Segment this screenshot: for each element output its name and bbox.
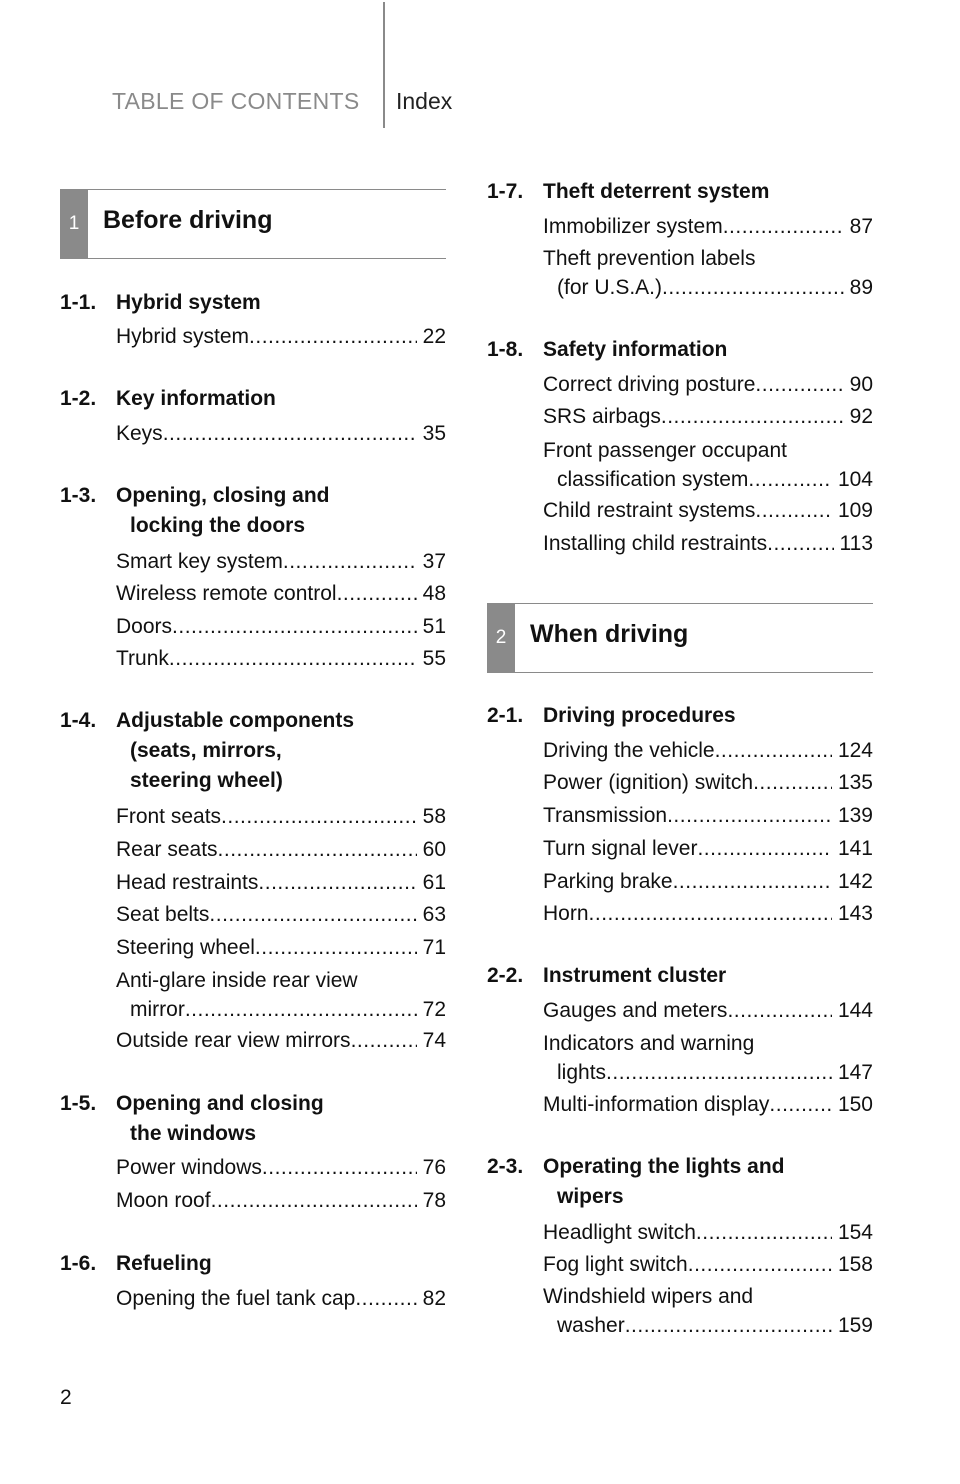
toc-entry-text: Steering wheel <box>116 936 255 959</box>
toc-entry-text: Head restraints <box>116 871 259 894</box>
dot-leader <box>258 868 416 897</box>
toc-entry-front-passenger-occupant-classification-system[interactable] <box>543 436 873 494</box>
chapter-code: 1-4. <box>60 709 97 732</box>
page-ref: 78 <box>422 1189 446 1212</box>
toc-entry-row <box>543 1311 873 1340</box>
toc-entry-row <box>543 529 873 558</box>
toc-entry-text: Driving the vehicle <box>543 739 715 762</box>
page-ref: 76 <box>422 1156 446 1179</box>
toc-entry-text: Wireless remote control <box>116 582 337 605</box>
dot-leader <box>218 835 417 864</box>
toc-entry-row <box>543 402 873 431</box>
page-ref: 63 <box>422 903 446 926</box>
chapter-title-line: Hybrid system <box>116 291 261 314</box>
page-ref: 89 <box>849 276 873 299</box>
section-number-badge: 1 <box>60 190 88 258</box>
toc-entry-row <box>543 736 873 765</box>
dot-leader <box>221 802 417 831</box>
toc-entry-row <box>116 900 446 929</box>
section-title: Before driving <box>103 206 273 234</box>
toc-entry-text: Headlight switch <box>543 1221 696 1244</box>
section-header-2[interactable] <box>487 603 873 673</box>
dot-leader <box>351 1026 417 1055</box>
page-ref: 87 <box>849 215 873 238</box>
page-ref: 143 <box>837 902 873 925</box>
toc-entry-text: Parking brake <box>543 870 673 893</box>
toc-entry-text: mirror <box>130 998 185 1021</box>
page-ref: 158 <box>837 1253 873 1276</box>
toc-entry-text: Windshield wipers and <box>543 1285 754 1308</box>
toc-entry-text: washer <box>557 1314 625 1337</box>
toc-entry-row <box>543 436 873 465</box>
toc-entry-text: Theft prevention labels <box>543 247 756 270</box>
toc-entry-hybrid-system[interactable] <box>116 322 446 351</box>
toc-entry-transmission[interactable] <box>543 801 873 830</box>
toc-entry-text: Child restraint systems <box>543 499 756 522</box>
toc-entry-gauges-and-meters[interactable] <box>543 996 873 1025</box>
toc-entry-moon-roof[interactable] <box>116 1186 446 1215</box>
toc-entry-parking-brake[interactable] <box>543 867 873 896</box>
toc-entry-row <box>543 1218 873 1247</box>
toc-entry-text: Moon roof <box>116 1189 211 1212</box>
toc-entry-row <box>116 966 446 995</box>
toc-entry-text: Hybrid system <box>116 325 250 348</box>
toc-entry-theft-prevention-labels-for-u-s-a[interactable] <box>543 244 873 302</box>
dot-leader <box>255 933 417 962</box>
toc-entry-multi-information-display[interactable] <box>543 1090 873 1119</box>
chapter-title-line: Adjustable components <box>116 709 355 732</box>
toc-entry-power-ignition-switch[interactable] <box>543 768 873 797</box>
toc-entry-row <box>543 1250 873 1279</box>
toc-entry-turn-signal-lever[interactable] <box>543 834 873 863</box>
dot-leader <box>755 370 843 399</box>
chapter-code: 2-1. <box>487 704 524 727</box>
toc-entry-text: Power windows <box>116 1156 262 1179</box>
chapter-title <box>116 288 446 318</box>
toc-entry-row <box>116 1026 446 1055</box>
toc-entry-text: (for U.S.A.) <box>557 276 663 299</box>
toc-entry-row <box>543 899 873 928</box>
toc-entry-text: Fog light switch <box>543 1253 688 1276</box>
toc-entry-text: Seat belts <box>116 903 210 926</box>
chapter-title-line: Opening, closing and <box>116 484 330 507</box>
toc-entry-text: Smart key system <box>116 550 283 573</box>
chapter-title-line: steering wheel) <box>130 769 283 792</box>
dot-leader <box>262 1153 417 1182</box>
dot-leader <box>667 801 832 830</box>
chapter-title-line: the windows <box>130 1122 256 1145</box>
toc-entry-text: Front seats <box>116 805 222 828</box>
chapter-code: 1-3. <box>60 484 97 507</box>
dot-leader <box>715 736 832 765</box>
toc-entry-text: Doors <box>116 615 173 638</box>
dot-leader <box>169 644 417 673</box>
toc-entry-text: Trunk <box>116 647 169 670</box>
toc-entry-text: Opening the fuel tank cap <box>116 1287 356 1310</box>
toc-entry-text: Outside rear view mirrors <box>116 1029 351 1052</box>
page-ref: 104 <box>837 468 873 491</box>
toc-entry-wireless-remote-control[interactable] <box>116 579 446 608</box>
toc-entry-row <box>116 644 446 673</box>
page-ref: 37 <box>422 550 446 573</box>
toc-entry-text: Rear seats <box>116 838 218 861</box>
chapter-title-line: Opening and closing <box>116 1092 324 1115</box>
chapter-code: 1-5. <box>60 1092 97 1115</box>
toc-entry-immobilizer-system[interactable] <box>543 212 873 241</box>
toc-entry-row <box>543 212 873 241</box>
toc-entry-seat-belts[interactable] <box>116 900 446 929</box>
page-ref: 48 <box>422 582 446 605</box>
page-ref: 154 <box>837 1221 873 1244</box>
chapter-title <box>543 1152 873 1212</box>
dot-leader <box>755 496 832 525</box>
toc-entry-text: classification system <box>557 468 749 491</box>
toc-entry-row <box>543 996 873 1025</box>
toc-entry-row <box>116 995 446 1024</box>
index-link[interactable]: Index <box>396 88 453 114</box>
toc-entry-text: Indicators and warning <box>543 1032 755 1055</box>
dot-leader <box>283 547 417 576</box>
chapter-title-line: Instrument cluster <box>543 964 727 987</box>
toc-entry-row <box>543 370 873 399</box>
toc-entry-row <box>116 419 446 448</box>
page-ref: 71 <box>422 936 446 959</box>
dot-leader <box>211 1186 417 1215</box>
dot-leader <box>673 867 832 896</box>
chapter-code: 1-7. <box>487 180 524 203</box>
dot-leader <box>697 834 831 863</box>
chapter-code: 2-3. <box>487 1155 524 1178</box>
toc-entry-rear-seats[interactable] <box>116 835 446 864</box>
dot-leader <box>172 612 417 641</box>
page-ref: 35 <box>422 422 446 445</box>
toc-entry-row <box>116 322 446 351</box>
chapter-title <box>543 961 873 991</box>
dot-leader <box>249 322 417 351</box>
chapter-title-line: (seats, mirrors, <box>130 739 282 762</box>
page-ref: 142 <box>837 870 873 893</box>
toc-entry-row <box>543 273 873 302</box>
page-ref: 144 <box>837 999 873 1022</box>
page-ref: 22 <box>422 325 446 348</box>
page-ref: 58 <box>422 805 446 828</box>
page-ref: 82 <box>422 1287 446 1310</box>
page-ref: 60 <box>422 838 446 861</box>
toc-entry-row <box>543 1058 873 1087</box>
chapter-code: 1-1. <box>60 291 97 314</box>
page-ref: 51 <box>422 615 446 638</box>
page-ref: 124 <box>837 739 873 762</box>
toc-entry-text: Transmission <box>543 804 668 827</box>
page-ref: 72 <box>422 998 446 1021</box>
toc-entry-row <box>543 1090 873 1119</box>
toc-entry-row <box>116 802 446 831</box>
toc-entry-keys[interactable] <box>116 419 446 448</box>
toc-entry-opening-the-fuel-tank-cap[interactable] <box>116 1284 446 1313</box>
toc-entry-text: Correct driving posture <box>543 373 756 396</box>
dot-leader <box>209 900 416 929</box>
toc-entry-front-seats[interactable] <box>116 802 446 831</box>
toc-entry-text: Front passenger occupant <box>543 439 787 462</box>
chapter-title-line: Operating the lights and <box>543 1155 785 1178</box>
page-ref: 139 <box>837 804 873 827</box>
toc-entry-steering-wheel[interactable] <box>116 933 446 962</box>
chapter-title <box>116 384 446 414</box>
chapter-title-line: Safety information <box>543 338 728 361</box>
toc-entry-text: Turn signal lever <box>543 837 698 860</box>
table-of-contents-link[interactable]: TABLE OF CONTENTS <box>112 88 360 114</box>
toc-entry-row <box>116 612 446 641</box>
dot-leader <box>748 465 832 494</box>
chapter-title <box>116 481 446 541</box>
dot-leader <box>727 996 832 1025</box>
toc-entry-text: Multi-information display <box>543 1093 770 1116</box>
toc-entry-row <box>116 933 446 962</box>
toc-entry-row <box>543 244 873 273</box>
dot-leader <box>696 1218 832 1247</box>
page-ref: 141 <box>837 837 873 860</box>
toc-entry-trunk[interactable] <box>116 644 446 673</box>
toc-entry-row <box>116 835 446 864</box>
toc-entry-smart-key-system[interactable] <box>116 547 446 576</box>
toc-entry-text: Power (ignition) switch <box>543 771 754 794</box>
page-ref: 113 <box>839 532 873 555</box>
chapter-code: 1-8. <box>487 338 524 361</box>
dot-leader <box>337 579 417 608</box>
header-divider <box>383 2 385 128</box>
chapter-title <box>543 335 873 365</box>
chapter-title-line: Refueling <box>116 1252 212 1275</box>
chapter-code: 1-2. <box>60 387 97 410</box>
chapter-code: 2-2. <box>487 964 524 987</box>
toc-entry-child-restraint-systems[interactable] <box>543 496 873 525</box>
toc-entry-indicators-and-warning-lights[interactable] <box>543 1029 873 1087</box>
chapter-title <box>543 177 873 207</box>
chapter-title-line: locking the doors <box>130 514 306 537</box>
toc-entry-text: SRS airbags <box>543 405 661 428</box>
chapter-title <box>543 701 873 731</box>
toc-entry-text: lights <box>557 1061 607 1084</box>
toc-entry-correct-driving-posture[interactable] <box>543 370 873 399</box>
toc-entry-row <box>543 801 873 830</box>
page-ref: 147 <box>837 1061 873 1084</box>
page-ref: 90 <box>849 373 873 396</box>
dot-leader <box>769 1090 832 1119</box>
dot-leader <box>688 1250 832 1279</box>
dot-leader <box>625 1311 832 1340</box>
toc-entry-row <box>543 834 873 863</box>
toc-entry-installing-child-restraints[interactable] <box>543 529 873 558</box>
toc-entry-row <box>543 768 873 797</box>
toc-entry-row <box>543 1282 873 1311</box>
toc-entry-row <box>543 465 873 494</box>
toc-entry-driving-the-vehicle[interactable] <box>543 736 873 765</box>
toc-entry-text: Anti-glare inside rear view <box>116 969 358 992</box>
page-ref: 92 <box>849 405 873 428</box>
toc-entry-text: Horn <box>543 902 589 925</box>
dot-leader <box>606 1058 832 1087</box>
dot-leader <box>767 529 833 558</box>
dot-leader <box>163 419 417 448</box>
toc-entry-outside-rear-view-mirrors[interactable] <box>116 1026 446 1055</box>
toc-entry-row <box>116 547 446 576</box>
section-title: When driving <box>530 620 689 648</box>
toc-entry-row <box>116 579 446 608</box>
dot-leader <box>185 995 417 1024</box>
dot-leader <box>589 899 832 928</box>
toc-entry-row <box>116 868 446 897</box>
page-ref: 55 <box>422 647 446 670</box>
toc-entry-horn[interactable] <box>543 899 873 928</box>
toc-entry-text: Keys <box>116 422 163 445</box>
dot-leader <box>661 402 844 431</box>
page-ref: 135 <box>837 771 873 794</box>
toc-entry-fog-light-switch[interactable] <box>543 1250 873 1279</box>
toc-entry-power-windows[interactable] <box>116 1153 446 1182</box>
dot-leader <box>662 273 844 302</box>
toc-entry-row <box>116 1186 446 1215</box>
toc-entry-doors[interactable] <box>116 612 446 641</box>
toc-entry-row <box>543 867 873 896</box>
toc-entry-windshield-wipers-and-washer[interactable] <box>543 1282 873 1340</box>
page-ref: 150 <box>837 1093 873 1116</box>
dot-leader <box>753 768 832 797</box>
page-ref: 61 <box>422 871 446 894</box>
chapter-title-line: Driving procedures <box>543 704 736 727</box>
toc-entry-row <box>116 1153 446 1182</box>
toc-entry-row <box>116 1284 446 1313</box>
section-header-1[interactable] <box>60 189 446 259</box>
page-number: 2 <box>60 1386 72 1409</box>
toc-entry-text: Immobilizer system <box>543 215 723 238</box>
chapter-title-line: Theft deterrent system <box>543 180 770 203</box>
chapter-title-line: Key information <box>116 387 276 410</box>
page-ref: 74 <box>422 1029 446 1052</box>
toc-entry-row <box>543 1029 873 1058</box>
page-ref: 159 <box>837 1314 873 1337</box>
dot-leader <box>355 1284 416 1313</box>
chapter-code: 1-6. <box>60 1252 97 1275</box>
toc-entry-srs-airbags[interactable] <box>543 402 873 431</box>
chapter-title <box>116 706 446 796</box>
toc-entry-text: Gauges and meters <box>543 999 728 1022</box>
toc-entry-headlight-switch[interactable] <box>543 1218 873 1247</box>
chapter-title <box>116 1089 446 1149</box>
chapter-title <box>116 1249 446 1279</box>
chapter-title-line: wipers <box>557 1185 624 1208</box>
section-number-badge: 2 <box>487 604 515 672</box>
toc-entry-text: Installing child restraints <box>543 532 768 555</box>
toc-entry-head-restraints[interactable] <box>116 868 446 897</box>
dot-leader <box>723 212 844 241</box>
toc-entry-row <box>543 496 873 525</box>
page-ref: 109 <box>837 499 873 522</box>
toc-entry-anti-glare-inside-rear-view-mirror[interactable] <box>116 966 446 1024</box>
